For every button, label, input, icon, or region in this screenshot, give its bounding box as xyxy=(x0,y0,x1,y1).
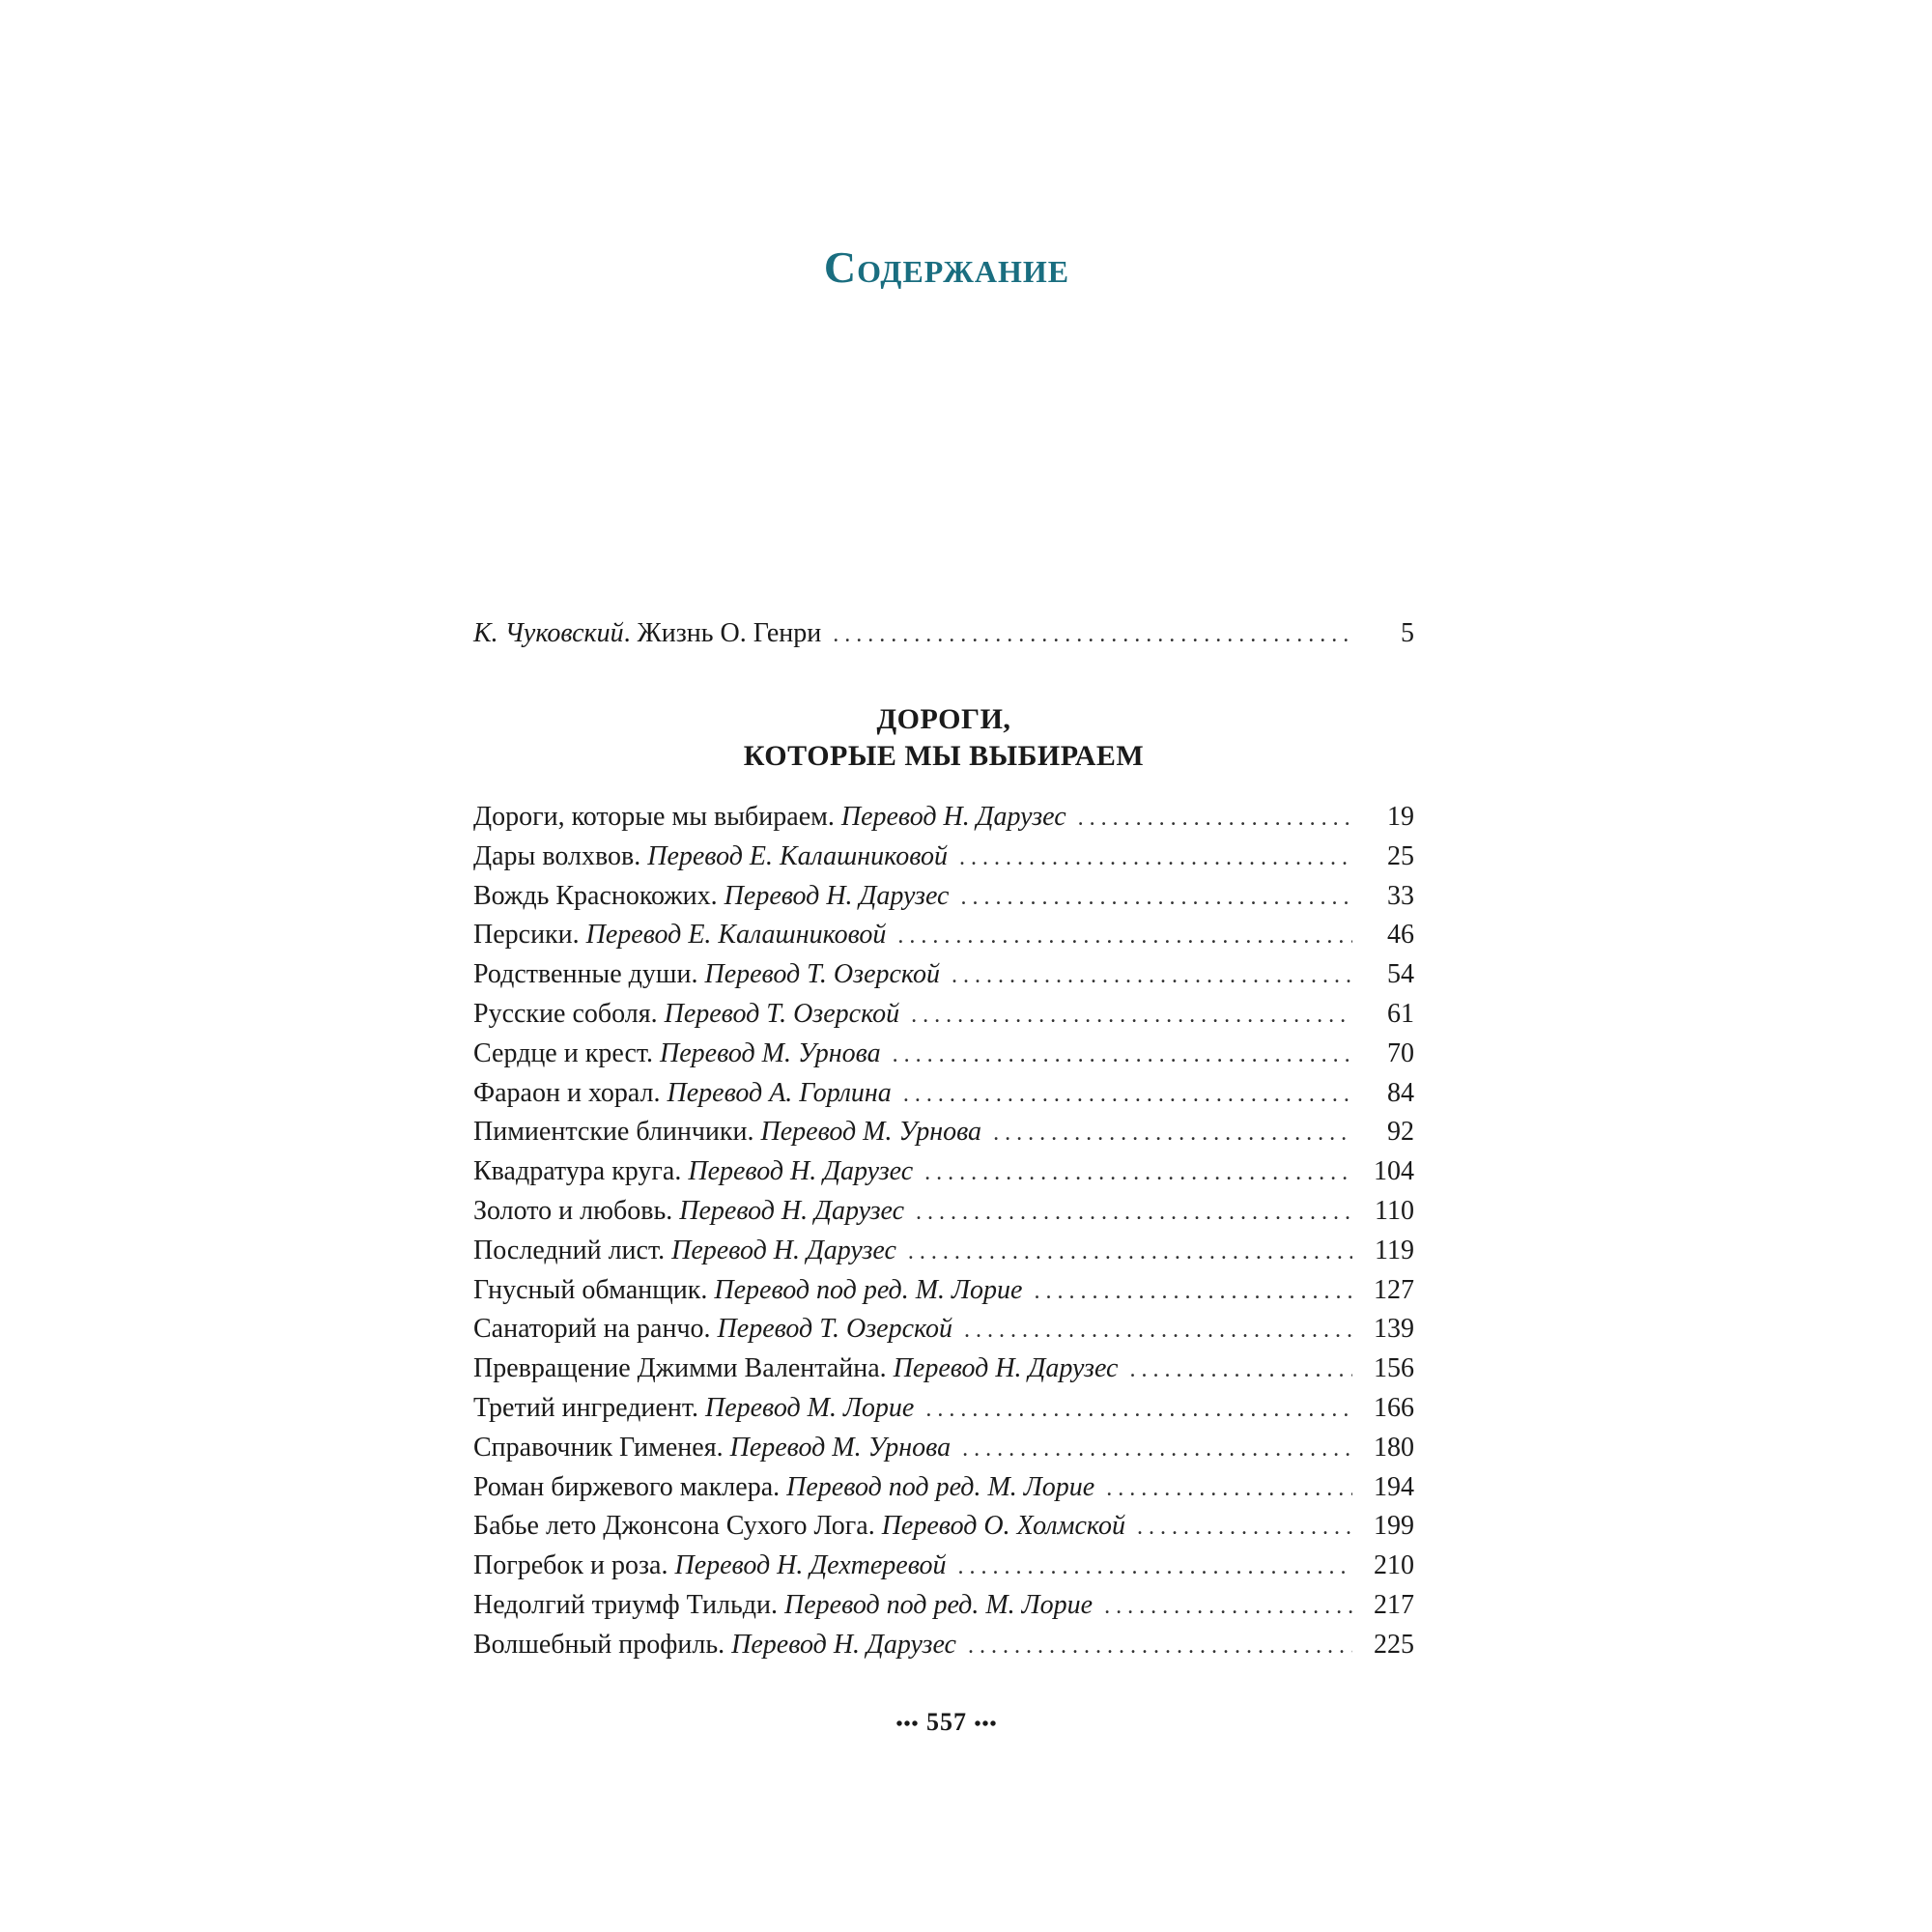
toc-entry-text xyxy=(473,1507,1125,1547)
dot-leader xyxy=(958,1548,1352,1587)
intro-entry xyxy=(473,614,1414,654)
toc-translator: Перевод Н. Дарузес xyxy=(671,1235,896,1265)
toc-title: . Жизнь О. Генри xyxy=(623,618,822,648)
toc-translator: Перевод Н. Дарузес xyxy=(724,880,950,911)
dot-leader xyxy=(960,878,1352,918)
toc-entry-text xyxy=(473,995,899,1035)
folio-left-bullets: ••• xyxy=(895,1714,920,1735)
toc-translator: Перевод Н. Дехтеревой xyxy=(674,1550,947,1581)
toc-title: Санаторий на ранчо. xyxy=(473,1314,711,1345)
toc-page-number: 70 xyxy=(1387,1037,1414,1068)
toc-translator: Перевод под ред. М. Лорие xyxy=(784,1589,1094,1620)
toc-entry-text xyxy=(473,1468,1094,1508)
dot-leader xyxy=(893,1036,1352,1075)
toc-title: Недолгий триумф Тильди. xyxy=(473,1589,778,1620)
toc-entry-text xyxy=(473,1074,892,1114)
toc-page-number: 225 xyxy=(1374,1629,1414,1660)
toc-translator: Перевод Т. Озерской xyxy=(704,959,940,990)
dot-leader xyxy=(968,1627,1352,1666)
toc-translator: Перевод Т. Озерской xyxy=(717,1314,953,1345)
toc-title: Дары волхвов. xyxy=(473,840,641,871)
toc-title: Русские соболя. xyxy=(473,998,658,1029)
toc-row xyxy=(473,877,1414,917)
toc-title: Золото и любовь. xyxy=(473,1195,673,1226)
toc-entry-text xyxy=(473,1547,947,1586)
dot-leader xyxy=(924,1153,1352,1193)
toc-entry-text xyxy=(473,877,949,917)
toc-entry-text xyxy=(473,614,821,654)
toc-title: Вождь Краснокожих. xyxy=(473,880,718,911)
page-folio xyxy=(0,1708,1893,1737)
dot-leader xyxy=(1106,1469,1352,1509)
toc-title: Превращение Джимми Валентайна. xyxy=(473,1353,887,1384)
toc-page-number: 33 xyxy=(1387,880,1414,911)
dot-leader xyxy=(1129,1350,1352,1390)
toc-entry-text xyxy=(473,1232,896,1271)
toc-author: К. Чуковский xyxy=(473,618,624,648)
toc-translator: Перевод под ред. М. Лорие xyxy=(786,1471,1095,1502)
toc-entry-text xyxy=(473,1152,913,1192)
toc-page-number: 19 xyxy=(1387,802,1414,832)
toc-entries xyxy=(473,798,1414,1665)
toc-entry-text xyxy=(473,1271,1022,1311)
toc-translator: Перевод Н. Дарузес xyxy=(679,1195,905,1226)
toc-row xyxy=(473,1507,1414,1547)
toc-translator: Перевод М. Лорие xyxy=(704,1392,915,1423)
toc-translator: Перевод Н. Дарузес xyxy=(731,1629,956,1660)
toc-title: Сердце и крест. xyxy=(473,1037,654,1068)
toc-translator: Перевод А. Горлина xyxy=(667,1077,892,1108)
toc-row xyxy=(473,1468,1414,1508)
toc-entry-text xyxy=(473,838,948,877)
toc-entry-text xyxy=(473,1389,914,1429)
toc-entry-text xyxy=(473,1586,1093,1626)
toc-page-number: 61 xyxy=(1387,998,1414,1029)
toc-row xyxy=(473,1232,1414,1271)
toc-entry-text xyxy=(473,1192,904,1232)
toc-row xyxy=(473,1389,1414,1429)
toc-row xyxy=(473,1310,1414,1350)
toc-page-number: 25 xyxy=(1387,840,1414,871)
toc-page-number: 217 xyxy=(1374,1589,1414,1620)
toc-page-number: 199 xyxy=(1374,1511,1414,1542)
toc-page-number: 46 xyxy=(1387,920,1414,951)
toc-page-number: 5 xyxy=(1401,618,1414,648)
toc-title: Квадратура круга. xyxy=(473,1156,682,1187)
toc-title: Третий ингредиент. xyxy=(473,1392,698,1423)
toc-row xyxy=(473,798,1414,838)
toc-entry-text xyxy=(473,1113,981,1152)
toc-row xyxy=(473,1626,1414,1665)
toc-page-number: 156 xyxy=(1374,1353,1414,1384)
toc-title: Волшебный профиль. xyxy=(473,1629,725,1660)
toc-row xyxy=(473,1547,1414,1586)
toc-page-number: 180 xyxy=(1374,1432,1414,1463)
toc-row xyxy=(473,838,1414,877)
toc-row xyxy=(473,1192,1414,1232)
toc-translator: Перевод М. Урнова xyxy=(729,1432,952,1463)
toc-translator: Перевод Н. Дарузес xyxy=(893,1353,1119,1384)
toc-row xyxy=(473,1350,1414,1389)
toc-entry-text xyxy=(473,1350,1118,1389)
toc-title: Родственные души. xyxy=(473,959,698,990)
toc-page-number: 84 xyxy=(1387,1077,1414,1108)
toc-title: Последний лист. xyxy=(473,1235,666,1265)
dot-leader xyxy=(916,1193,1352,1233)
toc-row xyxy=(473,955,1414,995)
toc-entry-text xyxy=(473,1310,952,1350)
folio-right-bullets: ••• xyxy=(974,1714,998,1735)
toc-page-number: 127 xyxy=(1374,1274,1414,1305)
toc-page-number: 166 xyxy=(1374,1392,1414,1423)
toc-row xyxy=(473,1152,1414,1192)
toc-title: Пимиентские блинчики. xyxy=(473,1117,754,1148)
dot-leader xyxy=(959,838,1352,878)
dot-leader xyxy=(908,1233,1352,1272)
toc-translator: Перевод Н. Дарузес xyxy=(840,802,1066,832)
page-title: Содержание xyxy=(823,242,1070,292)
toc-row xyxy=(473,614,1414,654)
toc-entry-text xyxy=(473,1035,881,1074)
toc-translator: Перевод Е. Калашниковой xyxy=(585,920,887,951)
toc-row xyxy=(473,1271,1414,1311)
dot-leader xyxy=(1137,1508,1352,1548)
toc-title: Гнусный обманщик. xyxy=(473,1274,708,1305)
toc-page-number: 139 xyxy=(1374,1314,1414,1345)
toc-page-number: 210 xyxy=(1374,1550,1414,1581)
toc-entry-text xyxy=(473,798,1066,838)
toc-row xyxy=(473,995,1414,1035)
section-heading xyxy=(473,701,1414,775)
toc-entry-text xyxy=(473,1626,956,1665)
dot-leader xyxy=(833,615,1352,655)
toc-translator: Перевод М. Урнова xyxy=(760,1117,982,1148)
toc-translator: Перевод Т. Озерской xyxy=(664,998,900,1029)
dot-leader xyxy=(964,1311,1352,1350)
dot-leader xyxy=(911,996,1352,1036)
toc-page-number: 104 xyxy=(1374,1156,1414,1187)
toc-page-number: 92 xyxy=(1387,1117,1414,1148)
dot-leader xyxy=(1078,799,1352,838)
toc-title: Дороги, которые мы выбираем. xyxy=(473,802,835,832)
toc-title: Фараон и хорал. xyxy=(473,1077,661,1108)
toc-row xyxy=(473,916,1414,955)
dot-leader xyxy=(952,956,1352,996)
dot-leader xyxy=(897,917,1352,956)
dot-leader xyxy=(993,1114,1352,1153)
section-heading-line-2: КОТОРЫЕ МЫ ВЫБИРАЕМ xyxy=(743,740,1145,772)
toc-title: Справочник Гименея. xyxy=(473,1432,724,1463)
toc-title: Бабье лето Джонсона Сухого Лога. xyxy=(473,1511,875,1542)
toc-page-number: 119 xyxy=(1375,1235,1414,1265)
toc-page-number: 110 xyxy=(1375,1195,1414,1226)
dot-leader xyxy=(1104,1587,1352,1627)
dot-leader xyxy=(903,1075,1352,1115)
toc-row xyxy=(473,1429,1414,1468)
toc-title: Погребок и роза. xyxy=(473,1550,668,1581)
dot-leader xyxy=(1034,1272,1352,1312)
toc-entry-text xyxy=(473,916,886,955)
toc-translator: Перевод М. Урнова xyxy=(660,1037,881,1068)
toc-row xyxy=(473,1586,1414,1626)
toc-row xyxy=(473,1113,1414,1152)
section-heading-line-1: ДОРОГИ, xyxy=(876,703,1011,735)
toc-entry-text xyxy=(473,955,940,995)
folio-page-number: 557 xyxy=(926,1708,967,1736)
toc-translator: Перевод О. Холмской xyxy=(881,1511,1125,1542)
toc-entry-text xyxy=(473,1429,951,1468)
toc-translator: Перевод под ред. М. Лорие xyxy=(714,1274,1023,1305)
toc-title: Персики. xyxy=(473,920,580,951)
dot-leader xyxy=(925,1390,1352,1430)
toc-page-number: 54 xyxy=(1387,959,1414,990)
toc-translator: Перевод Н. Дарузес xyxy=(688,1156,914,1187)
dot-leader xyxy=(962,1430,1352,1469)
toc-row xyxy=(473,1035,1414,1074)
toc-row xyxy=(473,1074,1414,1114)
toc-page-number: 194 xyxy=(1374,1471,1414,1502)
toc-title: Роман биржевого маклера. xyxy=(473,1471,781,1502)
toc-translator: Перевод Е. Калашниковой xyxy=(647,840,948,871)
